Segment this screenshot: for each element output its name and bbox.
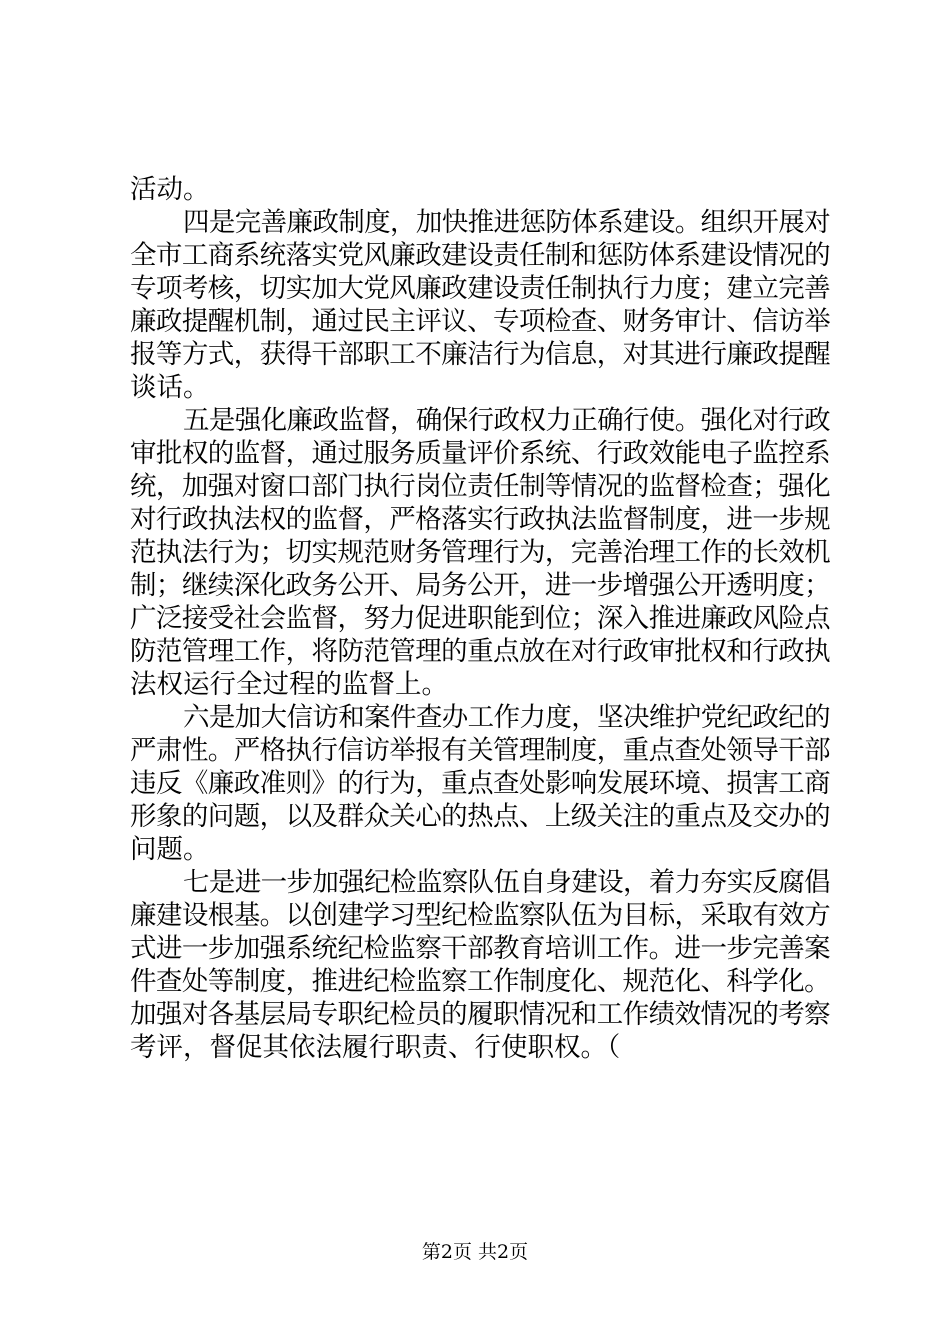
text-line: 范执法行为；切实规范财务管理行为，完善治理工作的长效机 [130,537,831,568]
text-line: 形象的问题，以及群众关心的热点、上级关注的重点及交办的 [130,801,831,832]
text-line: 谈话。 [130,372,210,403]
text-line: 广泛接受社会监督，努力促进职能到位；深入推进廉政风险点 [130,603,831,634]
text-line: 廉政提醒机制，通过民主评议、专项检查、财务审计、信访举 [130,306,831,337]
text-line: 报等方式，获得干部职工不廉洁行为信息，对其进行廉政提醒 [130,339,831,370]
text-line: 问题。 [130,834,210,865]
text-line: 违反《廉政准则》的行为，重点查处影响发展环境、损害工商 [130,768,831,799]
paragraph-first-line: 五是强化廉政监督，确保行政权力正确行使。强化对行政 [183,405,830,436]
text-line: 严肃性。严格执行信访举报有关管理制度，重点查处领导干部 [130,735,831,766]
text-line: 审批权的监督，通过服务质量评价系统、行政效能电子监控系 [130,438,831,469]
text-line: 法权运行全过程的监督上。 [130,669,448,700]
text-line: 加强对各基层局专职纪检员的履职情况和工作绩效情况的考察 [130,999,831,1030]
text-line: 全市工商系统落实党风廉政建设责任制和惩防体系建设情况的 [130,240,831,271]
text-line: 活动。 [130,174,210,205]
paragraph-first-line: 六是加大信访和案件查办工作力度，坚决维护党纪政纪的 [183,702,830,733]
page-number-footer: 第2页 共2页 [421,1241,529,1263]
text-line: 廉建设根基。以创建学习型纪检监察队伍为目标，采取有效方 [130,900,831,931]
text-line: 式进一步加强系统纪检监察干部教育培训工作。进一步完善案 [130,933,831,964]
text-line: 对行政执法权的监督，严格落实行政执法监督制度，进一步规 [130,504,831,535]
text-line: 统，加强对窗口部门执行岗位责任制等情况的监督检查；强化 [130,471,831,502]
text-line: 考评，督促其依法履行职责、行使职权。（ [130,1032,621,1063]
text-line: 制；继续深化政务公开、局务公开，进一步增强公开透明度； [130,570,831,601]
text-line: 防范管理工作，将防范管理的重点放在对行政审批权和行政执 [130,636,831,667]
text-line: 件查处等制度，推进纪检监察工作制度化、规范化、科学化。 [130,966,831,997]
paragraph-first-line: 七是进一步加强纪检监察队伍自身建设，着力夯实反腐倡 [183,867,830,898]
text-line: 专项考核，切实加大党风廉政建设责任制执行力度；建立完善 [130,273,831,304]
paragraph-first-line: 四是完善廉政制度，加快推进惩防体系建设。组织开展对 [183,207,830,238]
